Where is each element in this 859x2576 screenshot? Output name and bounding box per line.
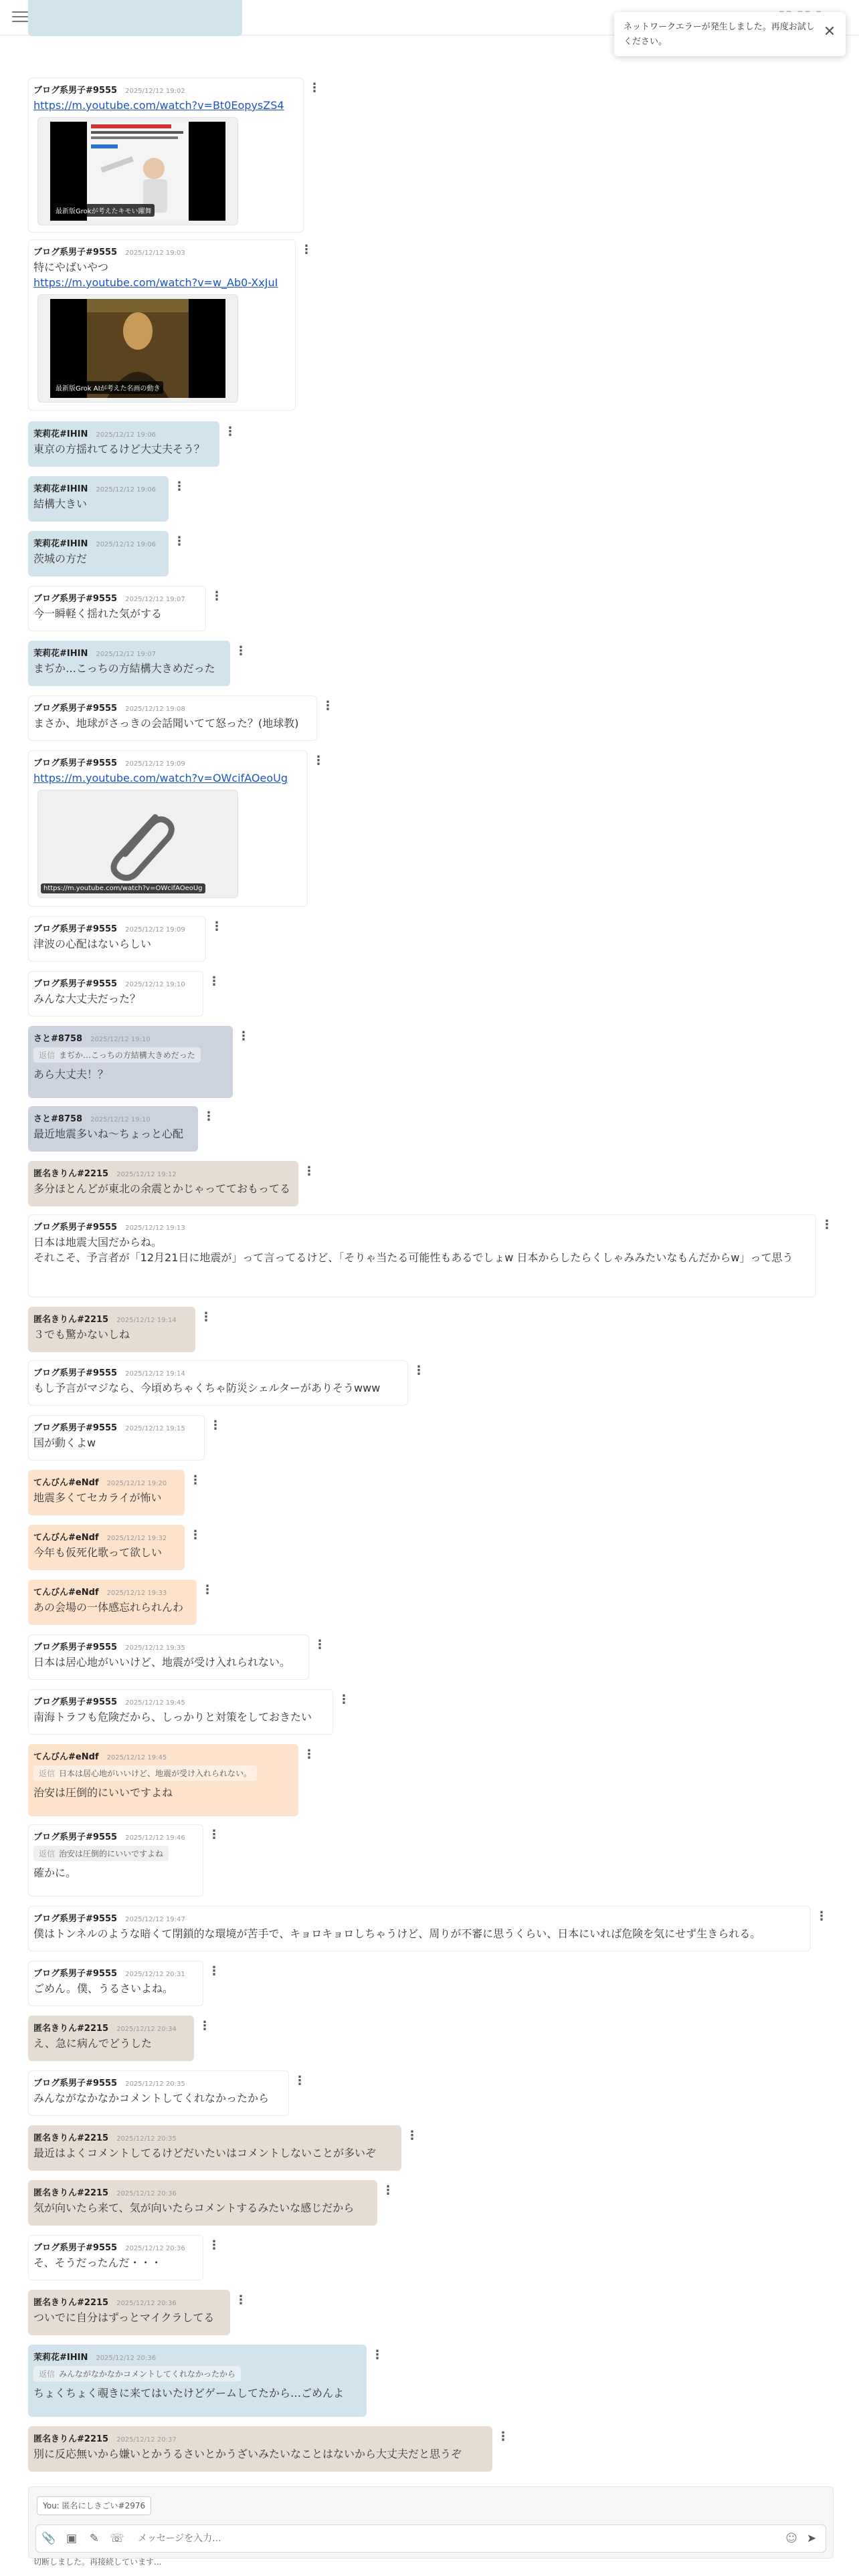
- message-text: ３でも驚かないしね: [33, 1328, 130, 1341]
- message-item: [28, 239, 312, 411]
- more-menu-icon[interactable]: ⋮: [199, 2019, 211, 2033]
- more-menu-icon[interactable]: ⋮: [322, 699, 334, 713]
- more-menu-icon[interactable]: ⋮: [211, 920, 223, 934]
- message-item: [28, 2070, 306, 2116]
- reply-label: 返信: [39, 1051, 56, 1060]
- message-author: 茉莉花#IHIN: [33, 2353, 88, 2363]
- message-time: 2025/12/12 19:03: [125, 249, 185, 257]
- message-author: ブログ系男子#9555: [33, 2243, 118, 2253]
- message-item: [28, 1525, 201, 1570]
- message-author: てんびん#eNdf: [33, 1478, 99, 1488]
- thumbnail-caption: 最新版Grok AIが考えた名画の動き: [53, 381, 163, 394]
- message-author: ブログ系男子#9555: [33, 1423, 118, 1433]
- more-menu-icon[interactable]: ⋮: [173, 534, 185, 548]
- message-item: [28, 1106, 215, 1152]
- message-time: 2025/12/12 19:13: [125, 1224, 185, 1232]
- message-time: 2025/12/12 19:10: [90, 1116, 151, 1123]
- message-text: 今一瞬軽く揺れた気がする: [33, 607, 163, 620]
- identity-tag[interactable]: You: 匿名にしきごい#2976: [37, 2496, 151, 2515]
- message-item: [28, 2345, 383, 2417]
- more-menu-icon[interactable]: ⋮: [371, 2348, 383, 2362]
- video-thumbnail[interactable]: [37, 294, 238, 403]
- more-menu-icon[interactable]: ⋮: [208, 1828, 220, 1842]
- more-menu-icon[interactable]: ⋮: [382, 2183, 394, 2197]
- message-item: [28, 1360, 425, 1406]
- more-menu-icon[interactable]: ⋮: [294, 2074, 306, 2088]
- message-bubble-partial: [28, 0, 242, 36]
- link-preview[interactable]: [37, 790, 238, 898]
- message-author: 匿名きりん#2215: [33, 2024, 109, 2034]
- input-row: [35, 2525, 826, 2553]
- message-item: [28, 916, 223, 962]
- message-time: 2025/12/12 19:10: [90, 1036, 151, 1043]
- message-text: 僕はトンネルのような暗くて閉鎖的な環境が苦手で、キョロキョロしちゃうけど、周りが不審に思うくらい、日本にいれば危険を気にせず生きられる。: [33, 1927, 761, 1940]
- error-toast: [614, 12, 846, 56]
- message-text: 地震多くてセカライが怖い: [33, 1491, 162, 1504]
- reply-quote[interactable]: [33, 1765, 257, 1781]
- message-author: ブログ系男子#9555: [33, 1642, 118, 1652]
- message-item: [28, 1634, 326, 1680]
- more-menu-icon[interactable]: ⋮: [201, 1583, 213, 1597]
- message-text: もし予言がマジなら、今頃めちゃくちゃ防災シェルターがありそうwww: [33, 1382, 381, 1394]
- message-time: 2025/12/12 19:06: [96, 486, 156, 494]
- message-author: 茉莉花#IHIN: [33, 649, 88, 659]
- message-item: [28, 2016, 211, 2061]
- message-text: 結構大きい: [33, 498, 88, 510]
- message-text: 国が動くよw: [33, 1436, 96, 1449]
- message-time: 2025/12/12 20:31: [125, 1971, 185, 1978]
- message-text: 日本は地震大国だからね。: [33, 1236, 163, 1249]
- message-author: 匿名きりん#2215: [33, 2434, 109, 2444]
- message-item: [28, 1470, 201, 1515]
- message-item: [28, 78, 320, 233]
- message-time: 2025/12/12 19:32: [106, 1535, 167, 1542]
- message-time: 2025/12/12 19:06: [96, 541, 156, 548]
- message-item: [28, 1689, 350, 1735]
- message-author: 茉莉花#IHIN: [33, 539, 88, 549]
- reply-label: 返信: [39, 1849, 56, 1858]
- message-text: え、急に病んでどうした: [33, 2037, 152, 2050]
- message-time: 2025/12/12 20:36: [116, 2190, 177, 2197]
- message-author: さと#8758: [33, 1114, 83, 1124]
- thumbnail-caption: 最新版Grokが考えたキモい躍舞: [53, 204, 155, 217]
- reply-text: みんながなかなかコメントしてくれなかったから: [59, 2369, 236, 2379]
- message-text: 気が向いたら来て、気が向いたらコメントするみたいな感じだから: [33, 2202, 355, 2214]
- message-text: まぢか…こっちの方結構大きめだった: [33, 662, 215, 675]
- message-time: 2025/12/12 19:07: [125, 596, 185, 603]
- message-author: てんびん#eNdf: [33, 1752, 99, 1762]
- message-text: 日本は居心地がいいけど、地震が受け入れられない。: [33, 1656, 291, 1669]
- pen-icon[interactable]: ✎: [89, 2532, 100, 2545]
- message-author: ブログ系男子#9555: [33, 924, 118, 934]
- connection-status: 切断しました。再接続しています...: [33, 2557, 162, 2567]
- message-time: 2025/12/12 19:10: [125, 981, 185, 988]
- more-menu-icon[interactable]: ⋮: [303, 1164, 315, 1178]
- message-time: 2025/12/12 19:12: [116, 1171, 177, 1178]
- message-item: [28, 476, 185, 522]
- message-text: 南海トラフも危険だから、しっかりと対策をしておきたい: [33, 1711, 312, 1723]
- video-thumbnail[interactable]: [37, 117, 238, 225]
- message-text: 特にやばいやつ: [33, 261, 109, 274]
- message-text: 今年も仮死化歌って欲しい: [33, 1546, 163, 1559]
- voice-icon[interactable]: ☏: [110, 2532, 124, 2545]
- message-text: 東京の方揺れてるけど大丈夫そう？: [33, 443, 205, 455]
- more-menu-icon[interactable]: ⋮: [235, 2293, 247, 2307]
- message-text: 茨城の方だ: [33, 552, 88, 565]
- message-item: [28, 2290, 247, 2335]
- more-menu-icon[interactable]: ⋮: [413, 1364, 425, 1378]
- message-item: [28, 641, 247, 686]
- message-text: ちょくちょく覗きに来てはいたけどゲームしてたから…ごめんよ: [33, 2387, 345, 2399]
- message-text: まさか、地球がさっきの会話聞いてて怒った？(地球教): [33, 717, 299, 730]
- message-item: [28, 1214, 833, 1297]
- message-text: 津波の心配はないらしい: [33, 938, 152, 950]
- message-text: 多分ほとんどが東北の余震とかじゃってておもってる: [33, 1182, 291, 1195]
- message-link[interactable]: https://m.youtube.com/watch?v=Bt0EopysZS4: [33, 99, 284, 112]
- message-text: あの会場の一体感忘れられんわ: [33, 1601, 184, 1614]
- more-menu-icon[interactable]: ⋮: [173, 479, 185, 494]
- message-author: ブログ系男子#9555: [33, 1914, 118, 1924]
- more-menu-icon[interactable]: ⋮: [300, 243, 312, 257]
- message-author: 茉莉花#IHIN: [33, 429, 88, 439]
- message-author: ブログ系男子#9555: [33, 1969, 118, 1979]
- message-text: 確かに。: [33, 1866, 77, 1879]
- more-menu-icon[interactable]: ⋮: [211, 589, 223, 603]
- reply-text: 日本は居心地がいいけど、地震が受け入れられない。: [59, 1769, 252, 1778]
- message-time: 2025/12/12 19:07: [96, 651, 156, 658]
- reply-label: 返信: [39, 2369, 56, 2379]
- message-item: [28, 1580, 213, 1625]
- message-item: [28, 1906, 828, 1951]
- message-time: 2025/12/12 20:35: [125, 2080, 185, 2088]
- close-icon[interactable]: ✕: [823, 23, 836, 40]
- message-author: さと#8758: [33, 1034, 83, 1044]
- message-author: ブログ系男子#9555: [33, 2078, 118, 2088]
- more-menu-icon[interactable]: ⋮: [308, 81, 320, 95]
- reply-label: 返信: [39, 1769, 56, 1778]
- message-time: 2025/12/12 19:46: [125, 1834, 185, 1842]
- message-item: [28, 1415, 221, 1461]
- message-text: みんながなかなかコメントしてくれなかったから: [33, 2092, 270, 2105]
- message-author: ブログ系男子#9555: [33, 979, 118, 989]
- message-time: 2025/12/12 19:45: [106, 1754, 167, 1761]
- message-time: 2025/12/12 20:34: [116, 2026, 177, 2033]
- image-icon[interactable]: ▣: [66, 2532, 78, 2545]
- message-item: [28, 586, 223, 631]
- message-author: 匿名きりん#2215: [33, 1315, 109, 1325]
- message-author: ブログ系男子#9555: [33, 247, 118, 257]
- more-menu-icon[interactable]: ⋮: [821, 1218, 833, 1232]
- message-author: てんびん#eNdf: [33, 1588, 99, 1598]
- message-time: 2025/12/12 19:45: [125, 1699, 185, 1707]
- message-author: ブログ系男子#9555: [33, 704, 118, 714]
- more-menu-icon[interactable]: ⋮: [208, 2238, 220, 2252]
- message-author: 匿名きりん#2215: [33, 1169, 109, 1179]
- message-item: [28, 1161, 315, 1206]
- more-menu-icon[interactable]: ⋮: [314, 1638, 326, 1652]
- message-item: [28, 750, 324, 907]
- message-time: 2025/12/12 19:02: [125, 88, 185, 95]
- message-item: [28, 695, 334, 741]
- message-text: そ、そうだったんだ・・・: [33, 2256, 162, 2269]
- message-time: 2025/12/12 19:20: [106, 1480, 167, 1487]
- more-menu-icon[interactable]: ⋮: [203, 1109, 215, 1123]
- more-menu-icon[interactable]: ⋮: [338, 1693, 350, 1707]
- reply-quote[interactable]: [33, 1047, 201, 1063]
- message-item: [28, 1026, 250, 1098]
- reply-text: まぢか…こっちの方結構大きめだった: [59, 1051, 195, 1060]
- more-menu-icon[interactable]: ⋮: [406, 2129, 418, 2143]
- message-item: [28, 531, 185, 576]
- message-author: ブログ系男子#9555: [33, 1697, 118, 1707]
- message-author: 茉莉花#IHIN: [33, 484, 88, 494]
- message-author: ブログ系男子#9555: [33, 1368, 118, 1378]
- message-text-continued: それこそ、予言者が「12月21日に地震が」って言ってるけど、「そりゃ当たる可能性もあるでしょw 日本からしたらくしゃみみたいなもんだからw」って思う: [33, 1251, 793, 1264]
- message-time: 2025/12/12 20:36: [96, 2355, 156, 2362]
- thumbnail-caption: https://m.youtube.com/watch?v=OWcifAOeoUg: [41, 883, 205, 893]
- message-item: [28, 2235, 220, 2280]
- emoji-icon[interactable]: ☺: [785, 2532, 797, 2545]
- message-link[interactable]: https://m.youtube.com/watch?v=OWcifAOeoUg: [33, 772, 288, 784]
- message-item: [28, 971, 220, 1016]
- message-author: ブログ系男子#9555: [33, 86, 118, 96]
- more-menu-icon[interactable]: ⋮: [189, 1528, 201, 1542]
- reply-text: 治安は圧倒的にいいですよね: [59, 1849, 164, 1858]
- more-menu-icon[interactable]: ⋮: [208, 974, 220, 988]
- paperclip-icon: [38, 790, 237, 889]
- message-text: あら大丈夫！？: [33, 1068, 109, 1081]
- toast-message: ネットワークエラーが発生しました。再度お試しください。: [624, 22, 815, 47]
- message-text: ついでに自分はずっとマイクラしてる: [33, 2311, 215, 2324]
- message-time: 2025/12/12 19:14: [125, 1370, 185, 1378]
- message-author: ブログ系男子#9555: [33, 1832, 118, 1842]
- more-menu-icon[interactable]: ⋮: [200, 1310, 212, 1324]
- more-menu-icon[interactable]: ⋮: [224, 425, 236, 439]
- message-link[interactable]: https://m.youtube.com/watch?v=w_Ab0-XxJuI: [33, 276, 278, 289]
- message-author: ブログ系男子#9555: [33, 1222, 118, 1232]
- message-item: [28, 2180, 394, 2226]
- more-menu-icon[interactable]: ⋮: [237, 1029, 250, 1043]
- more-menu-icon[interactable]: ⋮: [235, 644, 247, 658]
- message-text: 治安は圧倒的にいいですよね: [33, 1786, 173, 1799]
- more-menu-icon[interactable]: ⋮: [312, 754, 324, 768]
- message-input[interactable]: [136, 2529, 755, 2548]
- message-item: [28, 421, 236, 467]
- more-menu-icon[interactable]: ⋮: [497, 2430, 509, 2444]
- message-time: 2025/12/12 20:37: [116, 2436, 177, 2444]
- message-time: 2025/12/12 19:14: [116, 1317, 177, 1324]
- message-time: 2025/12/12 19:06: [96, 431, 156, 439]
- message-author: 匿名きりん#2215: [33, 2188, 109, 2198]
- message-time: 2025/12/12 19:33: [106, 1590, 167, 1597]
- message-time: 2025/12/12 19:35: [125, 1644, 185, 1652]
- more-menu-icon[interactable]: ⋮: [816, 1909, 828, 1923]
- message-text: 最近はよくコメントしてるけどだいたいはコメントしないことが多いぞ: [33, 2147, 377, 2159]
- reply-quote[interactable]: [33, 2366, 241, 2381]
- message-author: ブログ系男子#9555: [33, 758, 118, 768]
- message-item: [28, 1744, 315, 1816]
- message-item: [28, 1824, 220, 1897]
- message-time: 2025/12/12 19:09: [125, 926, 185, 934]
- message-item: [28, 1961, 220, 2006]
- message-text: みんな大丈夫だった？: [33, 992, 141, 1005]
- message-author: てんびん#eNdf: [33, 1533, 99, 1543]
- send-icon[interactable]: ➤: [806, 2532, 817, 2545]
- message-item: [28, 1307, 212, 1352]
- more-menu-icon[interactable]: ⋮: [209, 1418, 221, 1432]
- message-time: 2025/12/12 19:09: [125, 760, 185, 768]
- message-author: 匿名きりん#2215: [33, 2298, 109, 2308]
- message-time: 2025/12/12 20:36: [116, 2300, 177, 2307]
- message-composer: [28, 2486, 834, 2559]
- message-time: 2025/12/12 19:15: [125, 1425, 185, 1432]
- more-menu-icon[interactable]: ⋮: [303, 1747, 315, 1761]
- message-time: 2025/12/12 19:47: [125, 1916, 185, 1923]
- more-menu-icon[interactable]: ⋮: [208, 1964, 220, 1978]
- message-item: [28, 2426, 509, 2472]
- message-text: 別に反応無いから嫌いとかうるさいとかうざいみたいなことはないから大丈夫だと思うぞ: [33, 2448, 462, 2460]
- message-text: 最近地震多いね〜ちょっと心配: [33, 1128, 184, 1140]
- message-text: ごめん。僕、うるさいよね。: [33, 1982, 173, 1995]
- menu-icon[interactable]: [12, 8, 28, 24]
- reply-quote[interactable]: [33, 1846, 169, 1861]
- message-time: 2025/12/12 20:35: [116, 2135, 177, 2143]
- message-item: [28, 2125, 418, 2171]
- message-time: 2025/12/12 20:36: [125, 2245, 185, 2252]
- message-time: 2025/12/12 19:08: [125, 706, 185, 713]
- message-author: 匿名きりん#2215: [33, 2133, 109, 2143]
- paperclip-icon[interactable]: 📎: [41, 2532, 56, 2545]
- message-author: ブログ系男子#9555: [33, 594, 118, 604]
- more-menu-icon[interactable]: ⋮: [189, 1473, 201, 1487]
